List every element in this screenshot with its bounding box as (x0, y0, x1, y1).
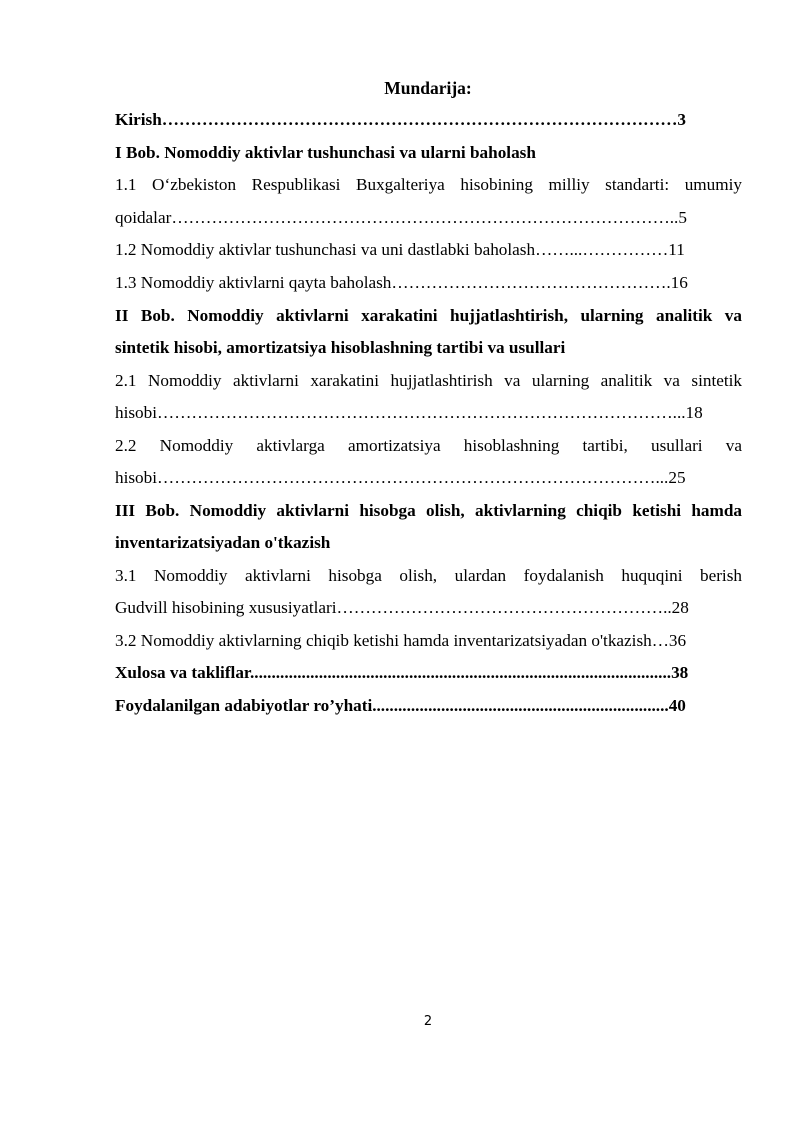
toc-entry-1-3: 1.3 Nomoddiy aktivlarni qayta baholash………………………………………….16 (115, 273, 688, 292)
toc-entry-2-1-line-1: 2.1 Nomoddiy aktivlarni xarakatini hujjatlashtirish va ularning analitik va sintetik (115, 371, 742, 390)
toc-chapter-3-heading-line-1: III Bob. Nomoddiy aktivlarni hisobga olish, aktivlarning chiqib ketishi hamda (115, 501, 742, 520)
toc-entry-3-1-line-2: Gudvill hisobining xususiyatlari…………………………………………………..28 (115, 598, 689, 617)
toc-entry-references: Foydalanilgan adabiyotlar ro’yhati.....................................................................40 (115, 696, 686, 715)
toc-entry-introduction: Kirish………………………………………………………………………………3 (115, 110, 687, 129)
toc-chapter-3-heading-line-2: inventarizatsiyadan o'tkazish (115, 533, 331, 552)
toc-entry-2-2-line-1: 2.2 Nomoddiy aktivlarga amortizatsiya hisoblashning tartibi, usullari va (115, 436, 742, 455)
toc-entry-3-1-line-1: 3.1 Nomoddiy aktivlarni hisobga olish, ulardan foydalanish huquqini berish (115, 566, 742, 585)
toc-entry-2-2-line-2: hisobi……………………………………………………………………………...25 (115, 468, 686, 487)
toc-chapter-2-heading-line-2: sintetik hisobi, amortizatsiya hisoblashning tartibi va usullari (115, 338, 566, 357)
toc-title: Mundarija: (384, 78, 472, 98)
toc-chapter-2-heading-line-1: II Bob. Nomoddiy aktivlarni xarakatini hujjatlashtirish, ularning analitik va (115, 306, 742, 325)
toc-entry-conclusion: Xulosa va takliflar..................................................................................................38 (115, 663, 689, 682)
page-number: 2 (423, 1014, 433, 1029)
toc-entry-1-1-line-1: 1.1 O‘zbekiston Respublikasi Buxgalteriya hisobining milliy standarti: umumiy (115, 175, 742, 194)
toc-entry-1-2: 1.2 Nomoddiy aktivlar tushunchasi va uni dastlabki baholash……...……………11 (115, 240, 685, 259)
toc-chapter-1-heading: I Bob. Nomoddiy aktivlar tushunchasi va ularni baholash (115, 143, 536, 162)
toc-entry-3-2: 3.2 Nomoddiy aktivlarning chiqib ketishi hamda inventarizatsiyadan o'tkazish…36 (115, 631, 687, 650)
toc-entry-2-1-line-2: hisobi………………………………………………………………………………...18 (115, 403, 703, 422)
toc-entry-1-1-line-2: qoidalar……………………………………………………………………………..5 (115, 208, 687, 227)
